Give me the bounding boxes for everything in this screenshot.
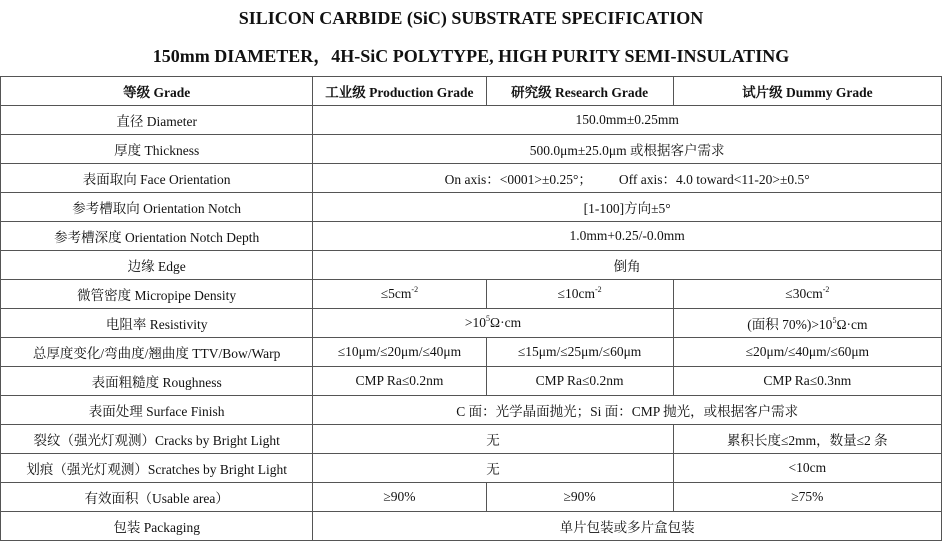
resistivity-dummy [673, 309, 941, 338]
orientation-notch-value: [1-100]方向±5° [313, 193, 942, 222]
row-label: 微管密度 Micropipe Density [1, 280, 313, 309]
table-row [1, 367, 942, 396]
table-row [1, 164, 942, 193]
row-label: 电阻率 Resistivity [1, 309, 313, 338]
row-label: 表面粗糙度 Roughness [1, 367, 313, 396]
header-grade: 等级 Grade [1, 77, 313, 106]
surface-finish-value: C 面：光学晶面抛光；Si 面：CMP 抛光，或根据客户需求 [313, 396, 942, 425]
header-production-grade: 工业级 Production Grade [313, 77, 486, 106]
exponent: 5 [486, 314, 491, 323]
exponent: -2 [594, 285, 602, 294]
table-row [1, 222, 942, 251]
roughness-dummy: CMP Ra≤0.3nm [673, 367, 941, 396]
usable-area-dummy: ≥75% [673, 483, 941, 512]
row-label: 表面取向 Face Orientation [1, 164, 313, 193]
document-title: SILICON CARBIDE (SiC) SUBSTRATE SPECIFICATION [238, 8, 704, 28]
thickness-value: 500.0μm±25.0μm 或根据客户需求 [313, 135, 942, 164]
exponent: 5 [832, 316, 837, 325]
row-label: 厚度 Thickness [1, 135, 313, 164]
ttv-research: ≤15μm/≤25μm/≤60μm [486, 338, 673, 367]
ttv-dummy: ≤20μm/≤40μm/≤60μm [673, 338, 941, 367]
table-row [1, 454, 942, 483]
micropipe-dummy-value: ≤30cm [785, 286, 823, 301]
cracks-production-research: 无 [313, 425, 673, 454]
row-label: 总厚度变化/弯曲度/翘曲度 TTV/Bow/Warp [1, 338, 313, 367]
header-dummy-grade: 试片级 Dummy Grade [673, 77, 941, 106]
usable-area-production: ≥90% [313, 483, 486, 512]
roughness-production: CMP Ra≤0.2nm [313, 367, 486, 396]
table-row [1, 425, 942, 454]
table-row [1, 280, 942, 309]
row-label: 划痕（强光灯观测）Scratches by Bright Light [1, 454, 313, 483]
notch-depth-value: 1.0mm+0.25/-0.0mm [313, 222, 942, 251]
resistivity-base: >10 [464, 315, 487, 330]
resistivity-unit: Ω·cm [836, 317, 868, 332]
row-label: 边缘 Edge [1, 251, 313, 280]
micropipe-production [313, 280, 486, 309]
row-label: 直径 Diameter [1, 106, 313, 135]
table-row [1, 512, 942, 541]
face-orientation-value [313, 164, 942, 193]
table-row [1, 106, 942, 135]
ttv-production: ≤10μm/≤20μm/≤40μm [313, 338, 486, 367]
row-label: 包装 Packaging [1, 512, 313, 541]
diameter-value: 150.0mm±0.25mm [313, 106, 942, 135]
table-row [1, 135, 942, 164]
exponent: -2 [822, 285, 830, 294]
packaging-value: 单片包装或多片盒包装 [313, 512, 942, 541]
row-label: 参考槽深度 Orientation Notch Depth [1, 222, 313, 251]
row-label: 裂纹（强光灯观测）Cracks by Bright Light [1, 425, 313, 454]
resistivity-dummy-base: (面积 70%)>10 [747, 317, 833, 332]
edge-value: 倒角 [313, 251, 942, 280]
micropipe-research-value: ≤10cm [557, 286, 595, 301]
table-row [1, 396, 942, 425]
cracks-dummy: 累积长度≤2mm，数量≤2 条 [673, 425, 941, 454]
micropipe-research [486, 280, 673, 309]
micropipe-production-value: ≤5cm [380, 286, 412, 301]
table-row [1, 251, 942, 280]
micropipe-dummy [673, 280, 941, 309]
table-row [1, 309, 942, 338]
resistivity-production-research [313, 309, 673, 338]
exponent: -2 [411, 285, 419, 294]
document-subtitle: 150mm DIAMETER，4H-SiC POLYTYPE, HIGH PURITY SEMI-INSULATING [152, 46, 790, 66]
resistivity-unit: Ω·cm [490, 315, 522, 330]
row-label: 参考槽取向 Orientation Notch [1, 193, 313, 222]
row-label: 表面处理 Surface Finish [1, 396, 313, 425]
usable-area-research: ≥90% [486, 483, 673, 512]
on-axis-text: On axis：<0001>±0.25°； [444, 172, 592, 187]
table-row [1, 193, 942, 222]
scratches-dummy: <10cm [673, 454, 941, 483]
specification-table [0, 76, 942, 541]
table-row [1, 483, 942, 512]
row-label: 有效面积（Usable area） [1, 483, 313, 512]
scratches-production-research: 无 [313, 454, 673, 483]
roughness-research: CMP Ra≤0.2nm [486, 367, 673, 396]
table-header-row [1, 77, 942, 106]
off-axis-text: Off axis：4.0 toward<11-20>±0.5° [618, 172, 810, 187]
table-row [1, 338, 942, 367]
header-research-grade: 研究级 Research Grade [486, 77, 673, 106]
